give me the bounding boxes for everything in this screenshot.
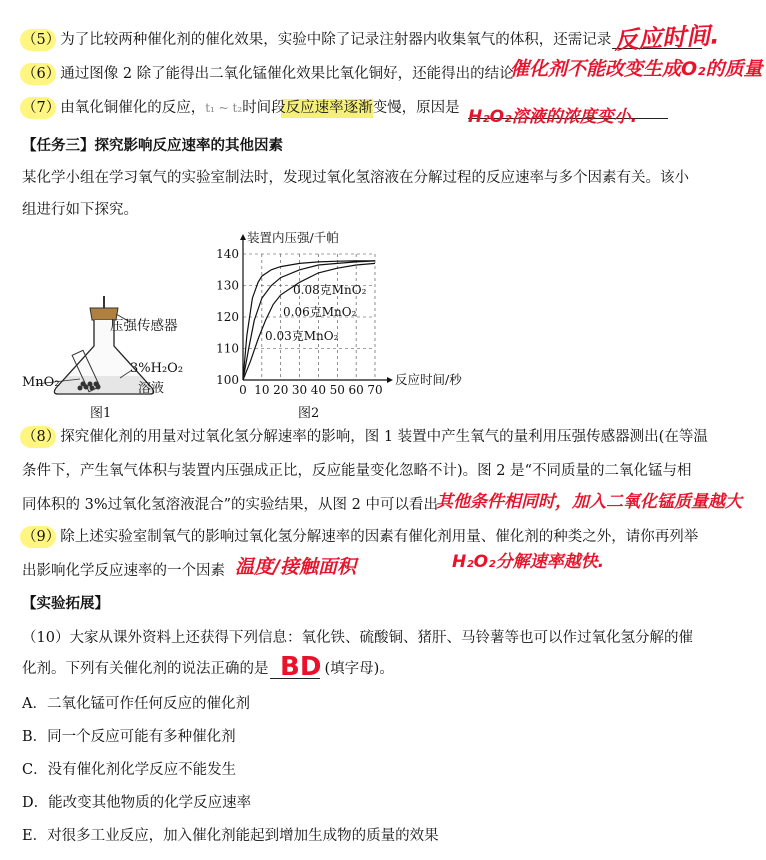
q8-handwritten-answer: 其他条件相同时，加入二氧化锰质量越大: [436, 492, 742, 512]
series-line-1: [243, 261, 375, 380]
fig1-mno2-label: MnO₂: [22, 375, 60, 390]
q9-handwritten-answer-1: 温度/接触面积: [235, 556, 356, 578]
series-label-3: 0.03克MnO₂: [265, 329, 339, 343]
series-label-2: 0.06克MnO₂: [283, 305, 357, 319]
option-b: B．同一个反应可能有多种催化剂: [22, 729, 236, 745]
figure-2-pressure-chart: [205, 222, 462, 407]
y-axis-arrow: [240, 234, 246, 240]
series-label-1: 0.08克MnO₂: [293, 283, 367, 297]
x-tick-label: 0: [239, 383, 247, 397]
x-tick-label: 40: [310, 383, 327, 397]
q10-suffix: (填字母)。: [324, 661, 394, 677]
fig1-caption: 图1: [90, 406, 112, 421]
q7-handwritten-answer: H₂O₂溶液的浓度变小.: [468, 107, 638, 127]
q8-number: （8）: [22, 429, 61, 445]
q6-line: [22, 64, 514, 84]
q5-number: （5）: [22, 32, 61, 48]
x-tick-label: 70: [367, 383, 383, 397]
q9-line-2: 出影响化学反应速率的一个因素: [22, 563, 225, 579]
extension-title: 【实验拓展】: [22, 595, 109, 612]
x-axis-label: 反应时间/秒: [395, 372, 462, 387]
q6-text: 通过图像 2 除了能得出二氧化锰催化效果比氧化铜好，还能得出的结论: [60, 66, 514, 82]
q8-line-2: 条件下，产生氧气体积与装置内压强成正比，反应能量变化忽略不计)。图 2 是“不同质量的二氧化锰与相: [22, 463, 692, 479]
x-tick-label: 10: [254, 383, 270, 397]
q9-line-1: [22, 527, 698, 547]
y-tick-label: 140: [216, 247, 239, 261]
x-tick-label: 60: [348, 383, 364, 397]
q7-number: （7）: [22, 100, 61, 116]
q9-handwritten-answer-2: H₂O₂分解速率越快.: [452, 552, 605, 572]
y-tick-label: 110: [216, 341, 239, 356]
q5-line: [22, 30, 611, 50]
q7-highlighted-phrase: 反应速率逐渐: [285, 100, 373, 116]
q6-handwritten-answer: 催化剂不能改变生成O₂的质量: [510, 58, 763, 80]
q10-line-2: [22, 659, 394, 679]
q10-line-1: （10）大家从课外资料上还获得下列信息：氧化铁、硫酸铜、猪肝、马铃薯等也可以作过氧化氢分解的催: [22, 630, 693, 646]
task3-para-1: 某化学小组在学习氧气的实验室制法时，发现过氧化氢溶液在分解过程的反应速率与多个因素有关。该小: [22, 170, 689, 186]
option-d: D．能改变其他物质的化学反应速率: [22, 795, 252, 811]
fig2-caption: 图2: [298, 406, 320, 421]
q5-text: 为了比较两种催化剂的催化效果，实验中除了记录注射器内收集氧气的体积，还需记录: [60, 32, 612, 48]
q5-handwritten-answer: 反应时间.: [613, 21, 720, 55]
x-tick-label: 50: [329, 383, 345, 397]
option-c: C．没有催化剂化学反应不能发生: [22, 762, 237, 778]
x-tick-label: 20: [273, 383, 289, 397]
q6-number: （6）: [22, 66, 61, 82]
series-line-3: [243, 263, 375, 380]
q8-line-3: 同体积的 3%过氧化氢溶液混合”的实验结果，从图 2 中可以看出: [22, 497, 438, 513]
q10-text-2: 化剂。下列有关催化剂的说法正确的是: [22, 661, 269, 677]
q7-text-c: 变慢，原因是: [372, 100, 460, 116]
q9-text-1: 除上述实验室制氧气的影响过氧化氢分解速率的因素有催化剂用量、催化剂的种类之外，请你再列举: [60, 529, 699, 545]
x-tick-label: 30: [291, 383, 308, 397]
series-line-2: [243, 261, 375, 380]
fig1-solution-label-b: 溶液: [138, 381, 165, 396]
q9-number: （9）: [22, 529, 61, 545]
task3-para-2: 组进行如下探究。: [22, 202, 138, 218]
q7-text-a: 由氧化铜催化的反应，: [60, 100, 206, 116]
y-axis-label: 装置内压强/千帕: [247, 230, 339, 245]
q7-line: [22, 98, 460, 118]
x-axis-arrow: [387, 377, 393, 383]
fig1-sensor-label: 压强传感器: [110, 318, 178, 334]
option-a: A．二氧化锰可作任何反应的催化剂: [22, 696, 250, 712]
fig1-solution-label-a: 3%H₂O₂: [130, 361, 184, 376]
y-tick-label: 120: [216, 310, 239, 324]
y-tick-label: 100: [216, 373, 239, 387]
q10-handwritten-answer: BD: [280, 652, 322, 682]
q8-line-1: [22, 427, 708, 447]
y-tick-label: 130: [216, 278, 239, 293]
q8-text-1: 探究催化剂的用量对过氧化氢分解速率的影响，图 1 装置中产生氧气的量利用压强传感器测出(在等温: [60, 429, 708, 445]
q7-text-b: 时间段: [242, 100, 286, 116]
q7-time-range: t₁ ~ t₂: [205, 101, 243, 115]
option-e: E．对很多工业反应，加入催化剂能起到增加生成物的质量的效果: [22, 828, 439, 844]
task3-title: 【任务三】探究影响反应速率的其他因素: [22, 137, 283, 154]
